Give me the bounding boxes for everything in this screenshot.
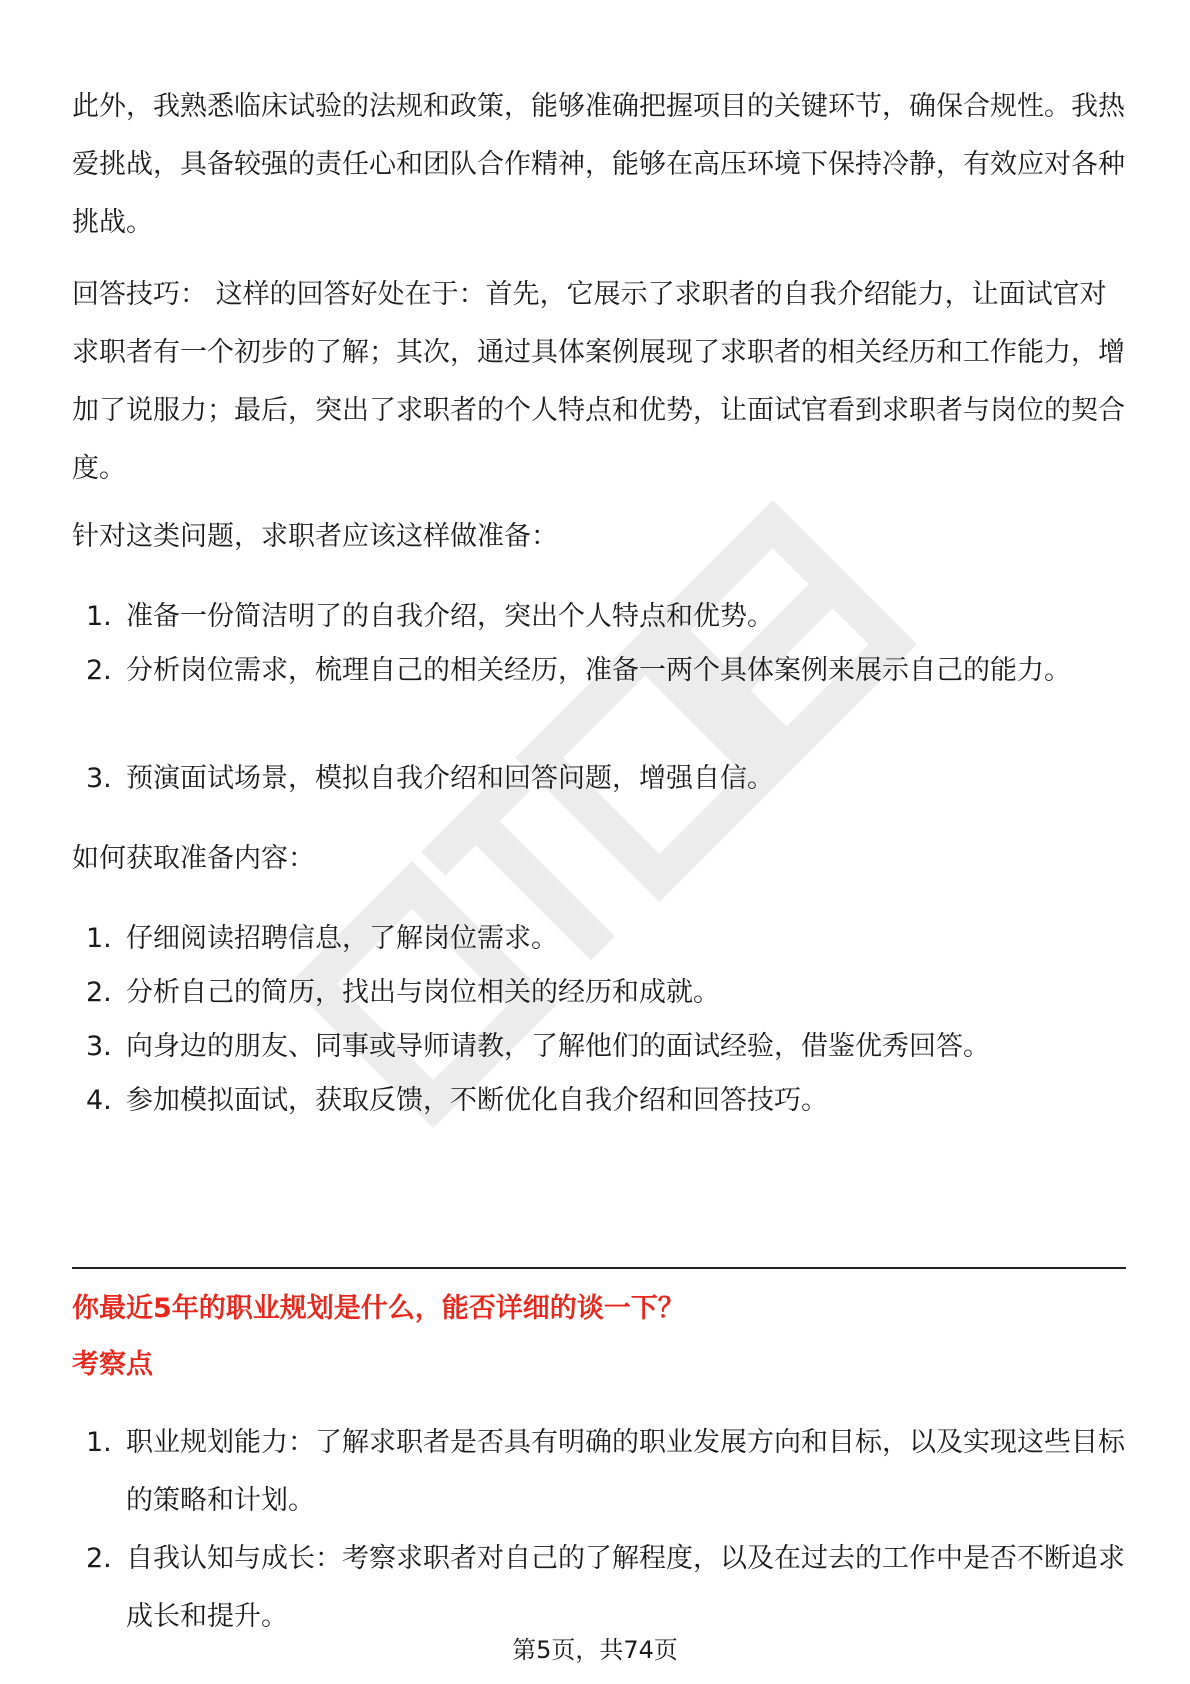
list-text: 向身边的朋友、同事或导师请教，了解他们的面试经验，借鉴优秀回答。 <box>126 1031 990 1062</box>
list-item <box>72 1530 1132 1646</box>
list-number: 2. <box>86 655 112 686</box>
list-item <box>72 1018 1132 1076</box>
list-text: 参加模拟面试，获取反馈，不断优化自我介绍和回答技巧。 <box>126 1085 828 1116</box>
list-item <box>72 910 1132 968</box>
intro-paragraph: 此外，我熟悉临床试验的法规和政策，能够准确把握项目的关键环节，确保合规性。我热爱挑战，具备较强的责任心和团队合作精神，能够在高压环境下保持冷静，有效应对各种挑战。 <box>72 91 1125 238</box>
list-text: 职业规划能力：了解求职者是否具有明确的职业发展方向和目标，以及实现这些目标的策略和计划。 <box>126 1427 1125 1516</box>
list-number: 1. <box>86 1427 112 1458</box>
list-item <box>72 964 1132 1022</box>
focus-heading: 考察点 <box>72 1349 153 1380</box>
page-number-footer: 第5页，共74页 <box>512 1636 678 1664</box>
question-title: 你最近5年的职业规划是什么，能否详细的谈一下？ <box>72 1293 685 1324</box>
list-number: 3. <box>86 1031 112 1062</box>
list-text: 准备一份简洁明了的自我介绍，突出个人特点和优势。 <box>126 601 774 632</box>
obtain-heading: 如何获取准备内容： <box>72 843 315 874</box>
list-text: 分析自己的简历，找出与岗位相关的经历和成就。 <box>126 977 720 1008</box>
list-text: 分析岗位需求，梳理自己的相关经历，准备一两个具体案例来展示自己的能力。 <box>126 655 1071 686</box>
list-number: 2. <box>86 977 112 1008</box>
answer-tips-paragraph: 回答技巧： 这样的回答好处在于：首先，它展示了求职者的自我介绍能力，让面试官对求职者有一个初步的了解；其次，通过具体案例展现了求职者的相关经历和工作能力，增加了说服力；最后，突出了求职者的个人特点和优势，让面试官看到求职者与岗位的契合度。 <box>72 279 1125 484</box>
list-item <box>72 588 1132 646</box>
list-text: 预演面试场景，模拟自我介绍和回答问题，增强自信。 <box>126 763 774 794</box>
list-number: 2. <box>86 1543 112 1574</box>
list-text: 仔细阅读招聘信息，了解岗位需求。 <box>126 923 558 954</box>
list-number: 1. <box>86 923 112 954</box>
section-divider <box>72 1267 1126 1269</box>
list-item <box>72 1072 1132 1130</box>
list-number: 3. <box>86 763 112 794</box>
list-item <box>72 750 1132 808</box>
prep-heading: 针对这类问题，求职者应该这样做准备： <box>72 521 558 552</box>
list-item <box>72 642 1132 700</box>
list-item <box>72 1414 1132 1530</box>
list-number: 4. <box>86 1085 112 1116</box>
list-number: 1. <box>86 601 112 632</box>
list-text: 自我认知与成长：考察求职者对自己的了解程度，以及在过去的工作中是否不断追求成长和提升。 <box>126 1543 1125 1632</box>
